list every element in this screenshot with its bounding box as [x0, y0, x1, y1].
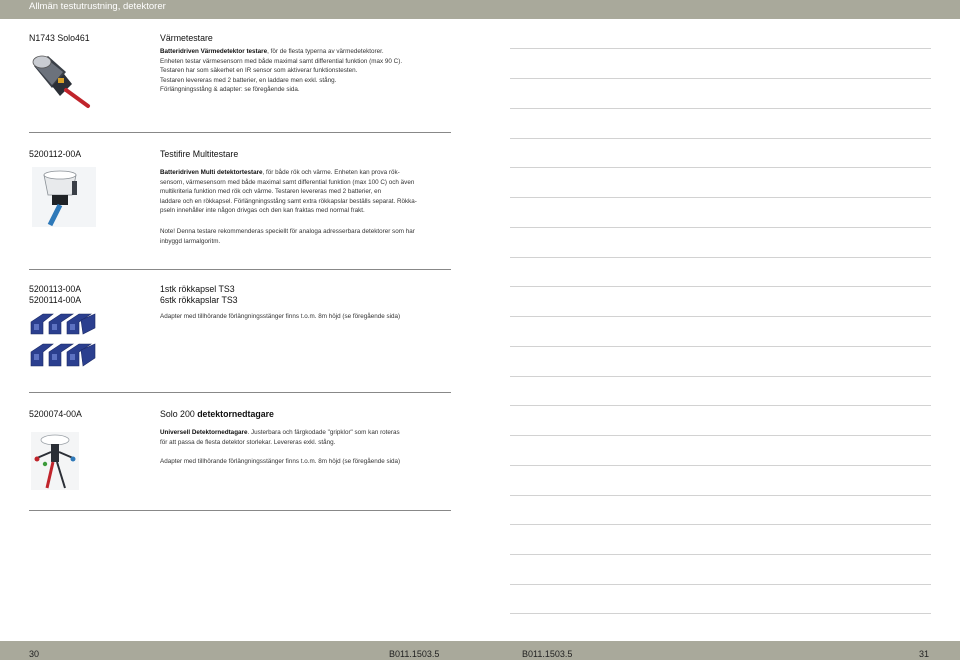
description-lead: Batteridriven Värmedetektor testare: [160, 48, 268, 55]
product-title: Värmetestare: [160, 33, 213, 43]
product-description: Batteridriven Multi detektortestare, för både rök och värme. Enheten kan prova rök- sensorn, värmesensorn med både maximal samt differential funktion (max 100 C) och även multikriteria funktion med rök och värme. Testaren levereras med 2 batterier, en laddare och en rökkapsel. Förlängningsstång samt extra rökkapslar beställs separat. Rökka- pseln innehåller inte någon drivgas och den kan fraktas med normal frakt.: [160, 169, 417, 215]
product-description: Adapter med tillhörande förlängningsstänger finns t.o.m. 8m höjd (se föregående sida): [160, 313, 401, 320]
header-bar: [0, 0, 960, 19]
product-description: Batteridriven Värmedetektor testare, för de flesta typerna av värmedetektorer. Enheten testar värmesensorn med både maximal samt differential funktion (max 90 C). Testaren har som säkerhet en IR sensor som aktiverar funktionstesten. Testaren levereras med 2 batterier, en laddare men exkl. stång. Förlängningsstång & adapter: se föregående sida.: [160, 48, 403, 94]
page-number-left: 30: [29, 649, 40, 659]
smoke-capsules-image: [29, 312, 99, 372]
detector-remover-image: [29, 430, 81, 492]
section-divider: [29, 269, 451, 270]
document-number-right: B011.1503.5: [522, 649, 573, 659]
product-title: 6stk rökkapslar TS3: [160, 295, 238, 305]
footer-bar: [0, 641, 960, 660]
product-title: Solo 200 detektornedtagare: [160, 409, 274, 419]
product-code: 5200113-00A: [29, 284, 82, 294]
product-code: 5200114-00A: [29, 295, 82, 305]
section-title: Allmän testutrustning, detektorer: [29, 1, 166, 12]
product-description: Universell Detektornedtagare. Justerbara och färgkodade "gripklor" som kan roteras för att passa de flesta detektor storlekar. Levereras exkl. stång.: [160, 429, 400, 446]
product-title: Testifire Multitestare: [160, 149, 239, 159]
section-divider: [29, 510, 451, 511]
product-code: 5200074-00A: [29, 409, 82, 419]
section-divider: [29, 132, 451, 133]
product-note: Note! Denna testare rekommenderas speciellt för analoga adresserbara detektorer som har inbyggd larmalgoritm.: [160, 228, 415, 245]
product-code: N1743 Solo461: [29, 33, 90, 43]
description-lead: Batteridriven Multi detektortestare: [160, 169, 263, 176]
page-number-right: 31: [919, 649, 930, 659]
heat-tester-image: [28, 52, 94, 110]
description-lead: Universell Detektornedtagare: [160, 429, 248, 436]
product-code: 5200112-00A: [29, 149, 82, 159]
product-accessory-note: Adapter med tillhörande förlängningsstänger finns t.o.m. 8m höjd (se föregående sida): [160, 458, 401, 465]
product-title: 1stk rökkapsel TS3: [160, 284, 235, 294]
section-divider: [29, 392, 451, 393]
document-number-left: B011.1503.5: [389, 649, 440, 659]
multi-tester-image: [30, 165, 100, 229]
